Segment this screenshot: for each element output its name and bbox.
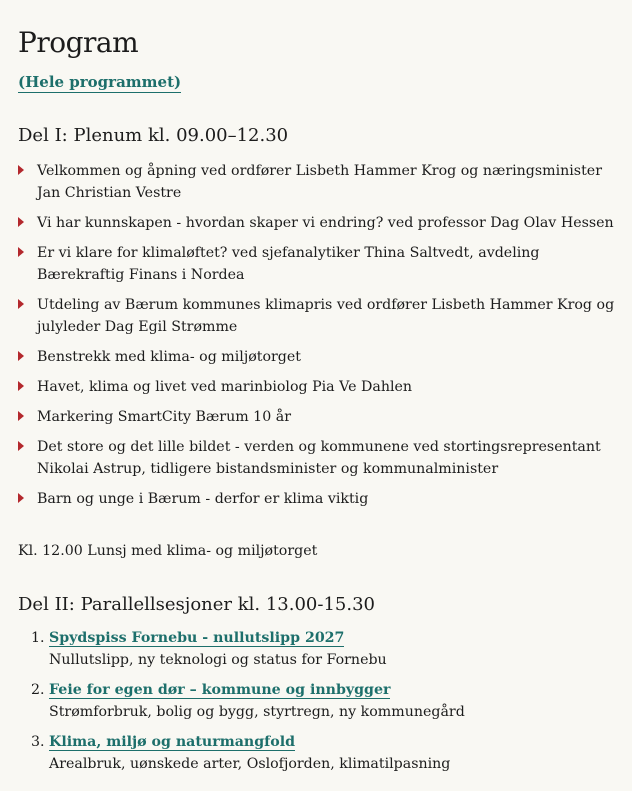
list-item-text: Vi har kunnskapen - hvordan skaper vi endring? ved professor Dag Olav Hessen	[37, 215, 614, 231]
bullet-arrow-icon	[18, 351, 24, 361]
bullet-arrow-icon	[18, 165, 24, 175]
list-item-text: Havet, klima og livet ved marinbiolog Pia Ve Dahlen	[37, 379, 413, 395]
session-item	[18, 627, 618, 671]
list-item-text: Markering SmartCity Bærum 10 år	[37, 409, 291, 425]
plenum-list	[18, 160, 618, 518]
list-item-text: Velkommen og åpning ved ordfører Lisbeth Hammer Krog og næringsminister Jan Christian Vestre	[37, 163, 602, 201]
full-program-link[interactable]: (Hele programmet)	[18, 73, 182, 91]
list-item	[18, 406, 618, 428]
bullet-arrow-icon	[18, 411, 24, 421]
session-number: 2.	[31, 682, 45, 698]
part2-heading: Del II: Parallellsesjoner kl. 13.00-15.30	[18, 594, 375, 615]
bullet-arrow-icon	[18, 217, 24, 227]
list-item	[18, 212, 618, 234]
list-item-text: Barn og unge i Bærum - derfor er klima viktig	[37, 491, 369, 507]
session-description: Arealbruk, uønskede arter, Oslofjorden, klimatilpasning	[49, 756, 451, 772]
list-item	[18, 346, 618, 368]
list-item	[18, 436, 618, 480]
list-item	[18, 160, 618, 204]
session-description: Strømforbruk, bolig og bygg, styrtregn, ny kommunegård	[49, 704, 465, 720]
list-item-text: Det store og det lille bildet - verden og kommunene ved stortingsrepresentant Nikolai Astrup, tidligere bistandsminister og kommunalminister	[37, 439, 601, 477]
list-item	[18, 294, 618, 338]
bullet-arrow-icon	[18, 299, 24, 309]
session-description: Nullutslipp, ny teknologi og status for Fornebu	[49, 652, 387, 668]
session-number: 3.	[31, 734, 45, 750]
session-item	[18, 679, 618, 723]
list-item	[18, 488, 618, 510]
session-link-klima[interactable]: Klima, miljø og naturmangfold	[49, 734, 296, 750]
bullet-arrow-icon	[18, 441, 24, 451]
list-item	[18, 376, 618, 398]
sessions-list	[18, 627, 618, 783]
bullet-arrow-icon	[18, 247, 24, 257]
list-item	[18, 242, 618, 286]
part1-heading: Del I: Plenum kl. 09.00–12.30	[18, 125, 289, 146]
session-link-feie[interactable]: Feie for egen dør – kommune og innbygger	[49, 682, 391, 698]
session-link-fornebu[interactable]: Spydspiss Fornebu - nullutslipp 2027	[49, 630, 345, 646]
bullet-arrow-icon	[18, 381, 24, 391]
list-item-text: Utdeling av Bærum kommunes klimapris ved ordfører Lisbeth Hammer Krog og julyleder Dag Egil Strømme	[37, 297, 615, 335]
bullet-arrow-icon	[18, 493, 24, 503]
session-number: 1.	[31, 630, 45, 646]
session-item	[18, 731, 618, 775]
lunch-note: Kl. 12.00 Lunsj med klima- og miljøtorget	[18, 543, 318, 559]
list-item-text: Er vi klare for klimaløftet? ved sjefanalytiker Thina Saltvedt, avdeling Bærekraftig Finans i Nordea	[37, 245, 540, 283]
page-title: Program	[18, 26, 139, 59]
list-item-text: Benstrekk med klima- og miljøtorget	[37, 349, 301, 365]
